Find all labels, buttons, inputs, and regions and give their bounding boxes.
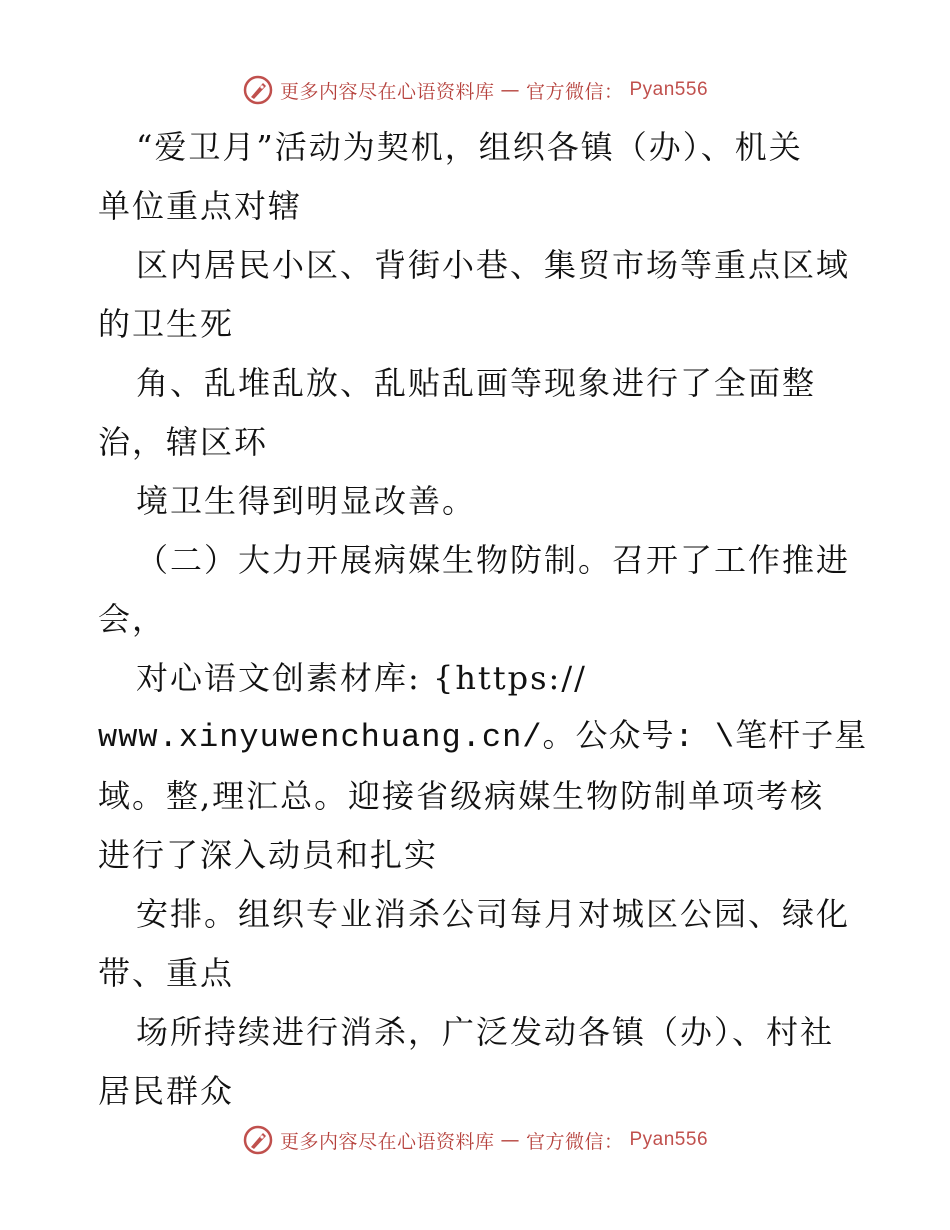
header-brand-text: 更多内容尽在心语资料库 [279,80,495,103]
body-line: 域。整,理汇总。迎接省级病媒生物防制单项考核 [98,777,825,815]
body-line: （二）大力开展病媒生物防制。召开了工作推进 [136,541,851,579]
body-line: 进行了深入动员和扎实 [98,836,439,874]
footer-handle: Pyan556 [629,1129,709,1150]
body-line: 对心语文创素材库: {https:// [136,659,587,697]
pen-nib-circle-icon [242,1124,274,1156]
footer-brand-text: 更多内容尽在心语资料库 [279,1130,495,1153]
footer-banner [0,1120,950,1160]
body-line: www.xinyuwenchuang.cn/。公众号: \笔杆子星 [98,719,868,756]
body-line: 安排。组织专业消杀公司每月对城区公园、绿化 [136,895,851,933]
body-line: 境卫生得到明显改善。 [136,482,477,520]
body-line: 带、重点 [98,954,235,992]
footer-separator: — [500,1129,520,1151]
body-line: 场所持续进行消杀，广泛发动各镇（办）、村社 [136,1013,835,1051]
body-line: 居民群众 [98,1072,235,1110]
body-line: 角、乱堆乱放、乱贴乱画等现象进行了全面整 [136,364,817,402]
header-handle: Pyan556 [629,79,709,100]
document-body [98,118,898,1121]
header-official-label: 官方微信： [525,80,624,103]
footer-official-label: 官方微信： [525,1130,624,1153]
pen-nib-circle-icon [242,74,274,106]
body-line: 单位重点对辖 [98,187,303,225]
body-line: 治，辖区环 [98,423,269,461]
body-line: 的卫生死 [98,305,235,343]
body-line: 区内居民小区、背街小巷、集贸市场等重点区域 [136,246,851,284]
header-separator: — [500,79,520,101]
body-line: 会， [98,600,167,638]
body-line: “爱卫月”活动为契机，组织各镇（办）、机关 [136,128,803,166]
header-banner [0,70,950,110]
